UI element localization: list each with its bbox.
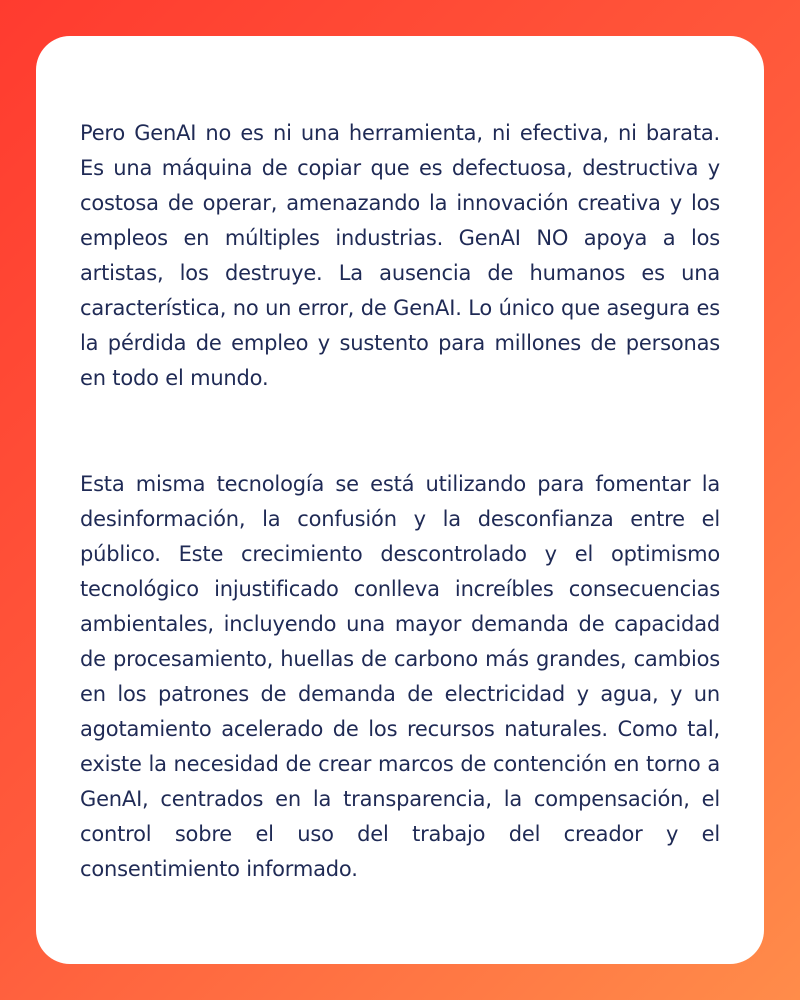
paragraph-genai-critique: Pero GenAI no es ni una herramienta, ni efectiva, ni barata. Es una máquina de copiar que es defectuosa, destructiva y costosa de operar, amenazando la innovación creativa y los empleos en múltiples industrias. GenAI NO apoya a los artistas, los destruye. La ausencia de humanos es una característica, no un error, de GenAI. Lo único que asegura es la pérdida de empleo y sustento para millones de personas en todo el mundo. (80, 121, 720, 390)
paragraph-environmental-impact: Esta misma tecnología se está utilizando para fomentar la desinformación, la confusión y la desconfianza entre el público. Este crecimiento descontrolado y el optimismo tecnológico injustificado conlleva increíbles consecuencias ambientales, incluyendo una mayor demanda de capacidad de procesamiento, huellas de carbono más grandes, cambios en los patrones de demanda de electricidad y agua, y un agotamiento acelerado de los recursos naturales. Como tal, existe la necesidad de crear marcos de contención en torno a GenAI, centrados en la transparencia, la compensación, el control sobre el uso del trabajo del creador y el consentimiento informado. (80, 472, 720, 881)
content-card (36, 36, 764, 964)
